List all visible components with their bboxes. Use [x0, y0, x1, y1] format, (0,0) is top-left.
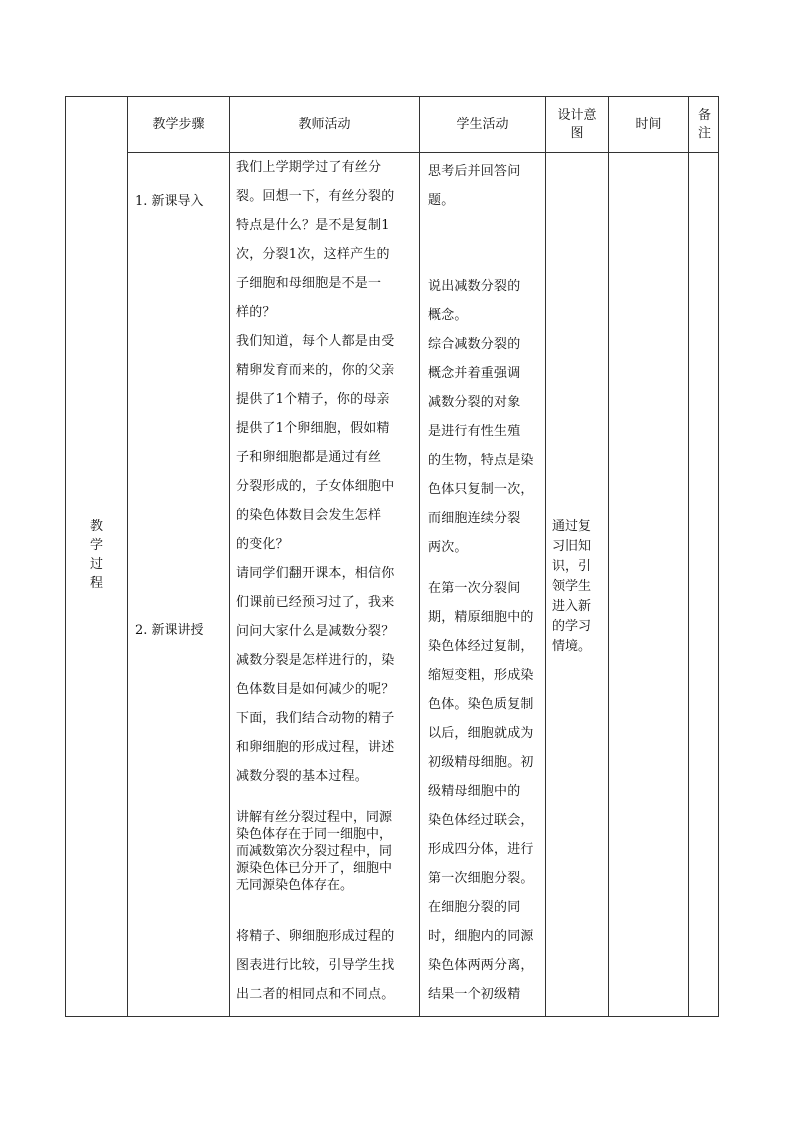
text-line: 形成四分体，进行: [428, 842, 534, 857]
text-line: 我们知道，每个人都是由受: [236, 334, 395, 349]
text-line: 子细胞和母细胞是不是一: [236, 276, 382, 291]
column-divider: [608, 97, 609, 1016]
text-line: 图表进行比较，引导学生找: [236, 958, 395, 973]
text-line: 的学习: [552, 619, 592, 634]
step-1-label: 1. 新课导入: [135, 194, 204, 209]
teacher-activity-explain: [236, 809, 418, 894]
teacher-activity-main: [236, 153, 418, 791]
text-line: 缩短变粗，形成染: [428, 668, 534, 683]
text-line: 色体。染色质复制: [428, 697, 534, 712]
text-line: 出二者的相同点和不同点。: [236, 987, 395, 1002]
header-student-activity: 学生活动: [456, 116, 509, 132]
text-line: 下面，我们结合动物的精子: [236, 711, 395, 726]
text-line: 而细胞连续分裂: [428, 511, 521, 526]
column-divider: [545, 97, 546, 1016]
design-intent-text: [552, 517, 608, 657]
text-line: 时，细胞内的同源: [428, 929, 534, 944]
header-notes: [689, 97, 720, 152]
text-line: 情境。: [552, 639, 592, 654]
text-line: 特点是什么？是不是复制1: [236, 218, 390, 233]
text-line: 题。: [428, 193, 455, 208]
text-line: 色体只复制一次，: [428, 482, 534, 497]
text-line: 的变化？: [236, 537, 289, 552]
text-line: 说出减数分裂的: [428, 279, 521, 294]
column-divider: [229, 97, 230, 1016]
text-line: 问问大家什么是减数分裂？: [236, 624, 395, 639]
header-note-line: 备: [697, 107, 711, 123]
text-line: 分裂形成的，子女体细胞中: [236, 479, 395, 494]
text-line: 减数分裂的对象: [428, 395, 521, 410]
text-line: 习旧知: [552, 539, 592, 554]
row-label-char: 学: [89, 538, 103, 553]
text-line: 的染色体数目会发生怎样: [236, 508, 382, 523]
text-line: 初级精母细胞。初: [428, 755, 534, 770]
text-line: 级精母细胞中的: [428, 784, 521, 799]
text-line: 无同源染色体存在。: [236, 878, 354, 893]
header-design-line: 图: [570, 125, 584, 141]
header-design-intent: [546, 97, 608, 152]
text-line: 概念并着重强调: [428, 366, 521, 381]
text-line: 思考后并回答问: [428, 164, 521, 179]
row-label-teaching-process: [66, 517, 127, 593]
text-line: 次，分裂1次，这样产生的: [236, 247, 390, 262]
text-line: 识，引: [552, 559, 592, 574]
text-line: 第一次细胞分裂。: [428, 871, 534, 886]
text-line: 在第一次分裂间: [428, 581, 521, 596]
teacher-activity-compare: [236, 922, 418, 1009]
student-activity-b: [428, 272, 545, 562]
text-line: 们课前已经预习过了，我来: [236, 595, 395, 610]
step-2-label: 2. 新课讲授: [135, 623, 204, 638]
text-line: 是进行有性生殖: [428, 424, 521, 439]
text-line: 概念。: [428, 308, 468, 323]
text-line: 以后，细胞就成为: [428, 726, 534, 741]
row-label-char: 过: [89, 557, 103, 572]
text-line: 精卵发育而来的，你的父亲: [236, 363, 395, 378]
text-line: 染色体经过联会，: [428, 813, 534, 828]
text-line: 减数分裂的基本过程。: [236, 769, 369, 784]
text-line: 讲解有丝分裂过程中，同源: [236, 810, 393, 825]
text-line: 期，精原细胞中的: [428, 610, 534, 625]
text-line: 结果一个初级精: [428, 987, 521, 1002]
text-line: 和卵细胞的形成过程，讲述: [236, 740, 395, 755]
text-line: 染色体经过复制，: [428, 639, 534, 654]
text-line: 领学生: [552, 579, 592, 594]
header-design-line: 设计意: [557, 107, 597, 123]
text-line: 进入新: [552, 599, 592, 614]
text-line: 综合减数分裂的: [428, 337, 521, 352]
student-activity-c: [428, 574, 545, 1009]
student-activity-a: [428, 157, 545, 215]
text-line: 裂。回想一下，有丝分裂的: [236, 189, 395, 204]
header-divider: [127, 152, 718, 153]
header-steps: 教学步骤: [152, 116, 205, 132]
text-line: 色体数目是如何减少的呢？: [236, 682, 395, 697]
text-line: 而减数第次分裂过程中，同: [236, 844, 393, 859]
text-line: 子和卵细胞都是通过有丝: [236, 450, 382, 465]
column-divider: [419, 97, 420, 1016]
row-label-char: 程: [89, 576, 103, 591]
text-line: 源染色体已分开了，细胞中: [236, 861, 393, 876]
column-divider: [688, 97, 689, 1016]
header-teacher-activity: 教师活动: [298, 116, 351, 132]
header-note-line: 注: [697, 125, 711, 141]
text-line: 请同学们翻开课本，相信你: [236, 566, 395, 581]
row-label-char: 教: [89, 519, 103, 534]
lesson-plan-table: [65, 96, 719, 1017]
text-line: 染色体两两分离，: [428, 958, 534, 973]
column-divider: [127, 97, 128, 1016]
text-line: 染色体存在于同一细胞中，: [236, 827, 393, 842]
text-line: 的生物，特点是染: [428, 453, 534, 468]
text-line: 提供了1个卵细胞，假如精: [236, 421, 390, 436]
text-line: 提供了1个精子，你的母亲: [236, 392, 390, 407]
text-line: 通过复: [552, 519, 592, 534]
text-line: 减数分裂是怎样进行的，染: [236, 653, 395, 668]
text-line: 我们上学期学过了有丝分: [236, 160, 382, 175]
text-line: 两次。: [428, 540, 468, 555]
text-line: 在细胞分裂的同: [428, 900, 521, 915]
header-time: 时间: [635, 116, 662, 132]
text-line: 样的？: [236, 305, 276, 320]
text-line: 将精子、卵细胞形成过程的: [236, 929, 395, 944]
